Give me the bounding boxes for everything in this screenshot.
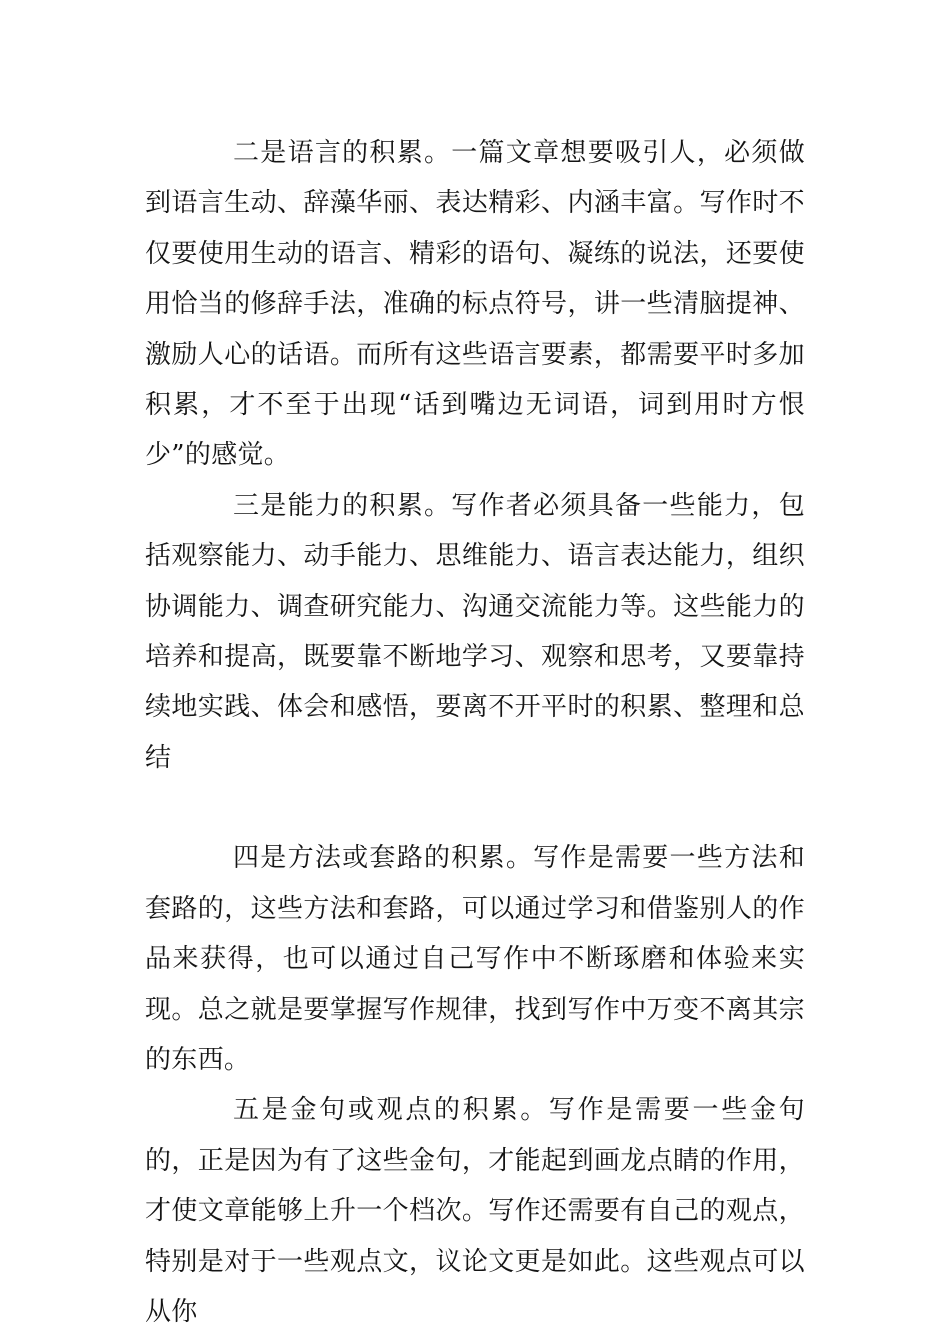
paragraph-method-accumulation: 四是方法或套路的积累。写作是需要一些方法和套路的，这些方法和套路，可以通过学习和借鉴别人的作品来获得，也可以通过自己写作中不断琢磨和体验来实现。总之就是要掌握写作规律，找到写作中万变不离其宗的东西。	[145, 843, 805, 1075]
paragraph-ability-accumulation: 三是能力的积累。写作者必须具备一些能力，包括观察能力、动手能力、思维能力、语言表达能力，组织协调能力、调查研究能力、沟通交流能力等。这些能力的培养和提高，既要靠不断地学习、观察和思考，又要靠持续地实践、体会和感悟，要离不开平时的积累、整理和总结	[145, 490, 805, 773]
paragraph-language-accumulation: 二是语言的积累。一篇文章想要吸引人，必须做到语言生动、辞藻华丽、表达精彩、内涵丰富。写作时不仅要使用生动的语言、精彩的语句、凝练的说法，还要使用恰当的修辞手法，准确的标点符号，讲一些清脑提神、激励人心的话语。而所有这些语言要素，都需要平时多加积累，才不至于出现“话到嘴边无词语，词到用时方恨少”的感觉。	[145, 138, 805, 471]
paragraph-quote-accumulation: 五是金句或观点的积累。写作是需要一些金句的，正是因为有了这些金句，才能起到画龙点睛的作用，才使文章能够上升一个档次。写作还需要有自己的观点，特别是对于一些观点文，议论文更是如此。这些观点可以从你	[145, 1095, 805, 1327]
document-body	[145, 128, 805, 1337]
